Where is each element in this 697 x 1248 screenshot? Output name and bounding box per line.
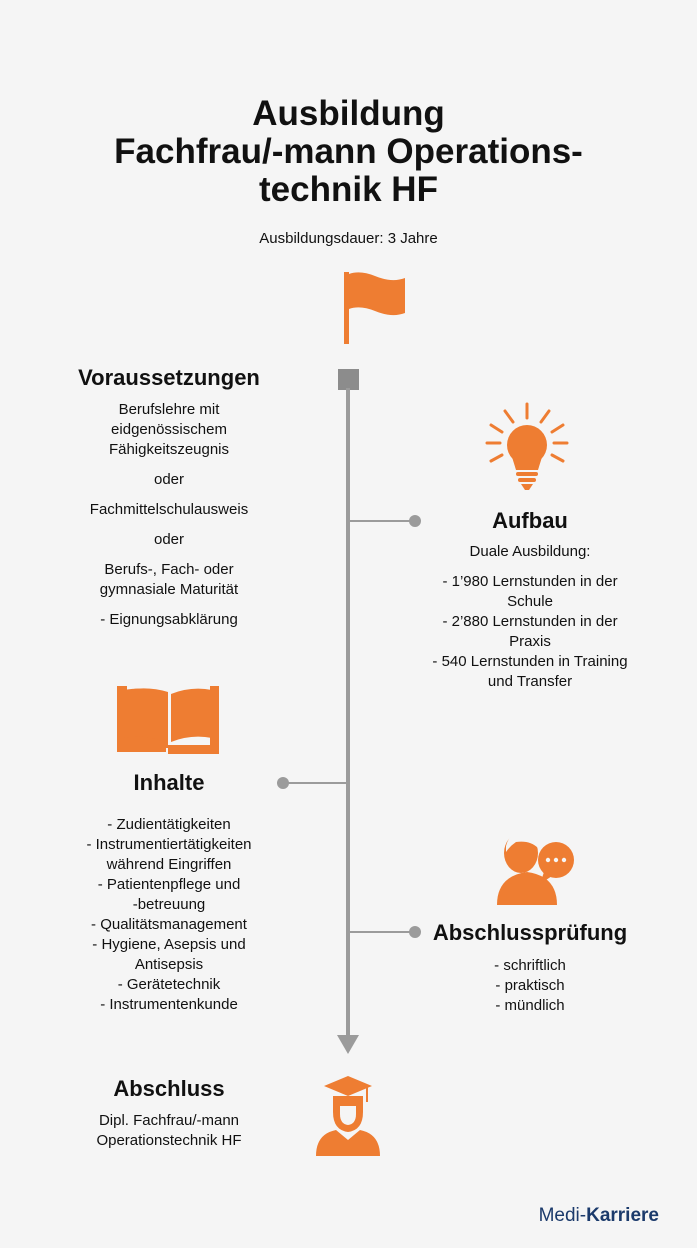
aufbau-line: Duale Ausbildung: — [469, 543, 591, 560]
aufbau-line: - 540 Lernstunden in Training — [432, 653, 628, 670]
inhalte-line: - Gerätetechnik — [117, 976, 221, 993]
inhalte-line: während Eingriffen — [106, 856, 232, 873]
abschluss-heading: Abschluss — [113, 1076, 225, 1101]
inhalte-line: - Qualitätsmanagement — [91, 916, 247, 933]
timeline-start-square — [338, 369, 359, 390]
title-line-1: Ausbildung — [252, 94, 445, 133]
aufbau-line: Schule — [507, 593, 553, 610]
voraussetzungen-line: Fachmittelschulausweis — [89, 501, 249, 518]
inhalte-line: - Zudientätigkeiten — [107, 816, 231, 833]
voraussetzungen-line: Berufs-, Fach- oder — [104, 561, 234, 578]
inhalte-line: - Hygiene, Asepsis und — [92, 936, 246, 953]
aufbau-line: Praxis — [509, 633, 551, 650]
abschluss-line: Dipl. Fachfrau/-mann — [98, 1112, 240, 1129]
voraussetzungen-line: eidgenössischem — [111, 421, 227, 438]
timeline-arrow — [337, 1035, 359, 1054]
voraussetzungen-line: oder — [153, 531, 185, 548]
brand-logo — [539, 1205, 659, 1227]
voraussetzungen-body — [19, 400, 319, 630]
inhalte-body — [19, 815, 319, 1015]
person-speech-icon — [497, 832, 574, 905]
voraussetzungen-line: Fähigkeitszeugnis — [108, 441, 230, 458]
inhalte-line: -betreuung — [132, 896, 206, 913]
abschluss-line: Operationstechnik HF — [96, 1132, 242, 1149]
abschlusspruefung-heading: Abschlussprüfung — [432, 920, 628, 945]
inhalte-line: - Instrumentiertätigkeiten — [86, 836, 252, 853]
flag-icon — [344, 272, 405, 344]
abschlusspruefung-body — [380, 956, 680, 1016]
title-line-3: technik HF — [259, 170, 438, 209]
aufbau-line: - 2’880 Lernstunden in der — [442, 613, 618, 630]
abschlusspruefung-line: - mündlich — [495, 997, 565, 1014]
aufbau-body — [380, 542, 680, 692]
inhalte-line: - Patientenpflege und — [97, 876, 241, 893]
timeline-line — [346, 388, 350, 1038]
aufbau-heading: Aufbau — [492, 508, 568, 533]
lightbulb-bulb — [507, 425, 547, 490]
voraussetzungen-line: oder — [153, 471, 185, 488]
book-icon — [117, 686, 219, 754]
subtitle: Ausbildungsdauer: 3 Jahre — [259, 230, 438, 247]
brand-part-1: Medi- — [538, 1205, 587, 1226]
graduate-icon — [316, 1076, 380, 1156]
title-line-2: Fachfrau/-mann Operations- — [114, 132, 583, 171]
inhalte-line: - Instrumentenkunde — [100, 996, 238, 1013]
inhalte-line: Antisepsis — [134, 956, 204, 973]
abschlusspruefung-line: - praktisch — [495, 977, 565, 994]
inhalte-heading: Inhalte — [133, 770, 205, 795]
aufbau-line: und Transfer — [487, 673, 573, 690]
brand-part-2: Karriere — [586, 1205, 659, 1226]
voraussetzungen-heading: Voraussetzungen — [78, 365, 260, 390]
voraussetzungen-line: gymnasiale Maturität — [99, 581, 239, 598]
abschluss-body — [19, 1111, 319, 1151]
aufbau-line: - 1’980 Lernstunden in der — [442, 573, 618, 590]
abschlusspruefung-line: - schriftlich — [494, 957, 566, 974]
voraussetzungen-line: Berufslehre mit — [118, 401, 220, 418]
voraussetzungen-line: - Eignungsabklärung — [100, 611, 238, 628]
